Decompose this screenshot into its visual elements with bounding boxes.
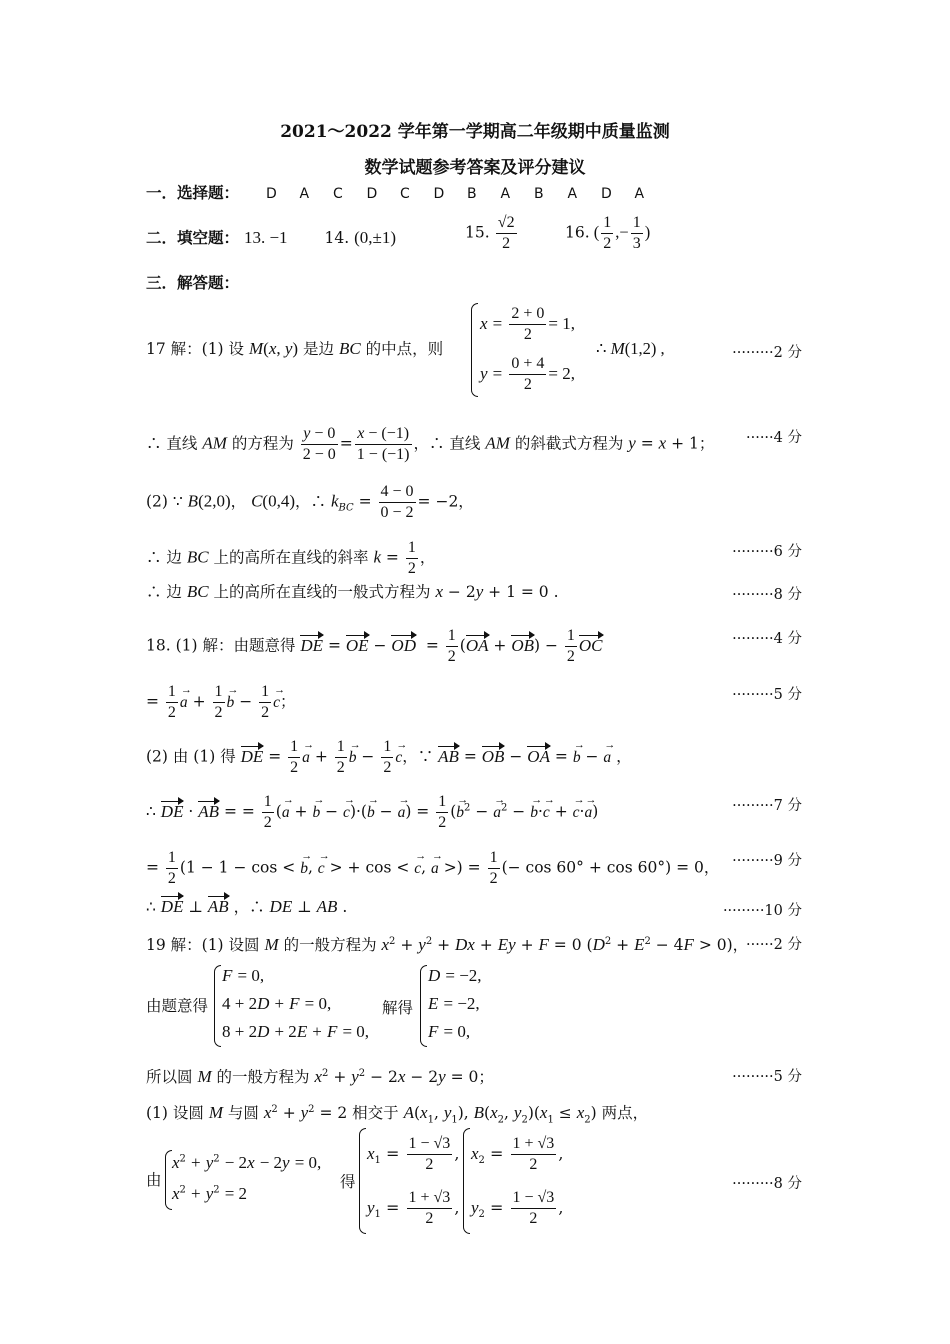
q19-solve-label: 解得 — [382, 999, 414, 1017]
score-17a: ·········2 分 — [732, 345, 802, 361]
score-18b: ·········5 分 — [732, 687, 802, 703]
q18-line3: (2) 由 (1) 得 DE = $\frac{1}{2}$ a → + $\frac{1}{2}$ b → − $\frac{1}{2}$ c →，∵ AB = OB − OA = b → − a → ， — [146, 737, 632, 778]
brace — [463, 1128, 470, 1234]
q19-line3: (1) 设圆 M 与圆 $x^2 + y^2 = 2$ 相交于 $A(x_1$, $y_1$), $B(x_2$, $y_2)(x_1 \le x_2)$ 两点， — [146, 1103, 649, 1126]
q19-y1: $y_1$ = $\frac{1 + √3}{2}$ , — [367, 1189, 460, 1227]
choice-answer: A — [634, 186, 645, 202]
q19-sol3: F = 0, — [428, 1022, 471, 1041]
q14-number: 14. — [324, 229, 350, 247]
q18-line4: ∴ DE · AB = = $\frac{1}{2}$ (a → + b → − c →)·(b → − a →) = $\frac{1}{2}$ (b →$^2$ − a →$^2$ − b →·c → + c →·a →) — [146, 792, 598, 833]
q14-answer: (0,±1) — [354, 228, 396, 247]
q16-answer: 16. ( $\frac{1}{2}$ ,− $\frac{1}{3}$ ) — [565, 214, 651, 252]
q19-x1: $x_1$ = $\frac{1 - √3}{2}$ , — [367, 1135, 460, 1173]
q17-line2: ∴ 直线 AM 的方程为 $\frac{y - 0}{2 - 0}$ = $\frac{x - (-1)}{1 - (-1)}$ ，∴ 直线 AM 的斜截式方程为 y = x + 1； — [146, 425, 715, 463]
choice-answer: A — [500, 186, 511, 202]
choice-answers — [146, 183, 668, 204]
q19-sol1: D = −2, — [428, 966, 482, 985]
fill-answers — [146, 228, 396, 248]
brace — [214, 965, 221, 1047]
section2-label: 二．填空题： — [146, 228, 240, 247]
q18-line1: 18. (1) 解：由题意得 DE = OE − OD = $\frac{1}{2}$ (OA + OB) − $\frac{1}{2}$ OC — [146, 627, 603, 665]
q17-line1: 17 解：(1) 设 M(x, y) 是边 BC 的中点，则 — [146, 339, 444, 358]
q13-answer: 13. −1 — [243, 228, 288, 247]
score-19c: ·········8 分 — [732, 1176, 802, 1192]
section3-label: 三．解答题： — [146, 273, 240, 292]
q17-line3: (2) ∵ B(2,0)， C(0,4)，∴ $k_{BC}$ = $\frac{4 - 0}{0 - 2}$ = −2， — [146, 483, 474, 521]
choice-answer: D — [600, 186, 612, 202]
brace — [471, 303, 478, 397]
q18-line2: = $\frac{1}{2}$ a → + $\frac{1}{2}$ b → − $\frac{1}{2}$ c →； — [146, 682, 296, 723]
q19-line1: 19 解：(1) 设圆 M 的一般方程为 $x^2 + y^2 + Dx + Ey + F = 0$ $(D^2 + E^2 - 4F > 0)$， — [146, 935, 749, 955]
score-18a: ·········4 分 — [732, 631, 802, 647]
q17-line4: ∴ 边 BC 上的高所在直线的斜率 k = $\frac{1}{2}$ ， — [146, 539, 436, 577]
score-19b: ·········5 分 — [732, 1069, 802, 1085]
q19-line2: 所以圆 M 的一般方程为 $x^2 + y^2 - 2x - 2y = 0$； — [146, 1067, 494, 1087]
q17-system-line2: y = $\frac{0 + 4}{2}$ = 2, — [480, 355, 575, 393]
q19-y2: $y_2$ = $\frac{1 - √3}{2}$ , — [471, 1189, 564, 1227]
q15-number: 15. — [465, 223, 490, 242]
choice-answer: A — [299, 186, 310, 202]
q16-number: 16. — [565, 223, 590, 242]
q17-midpoint: ∴ M(1,2) , — [596, 339, 665, 358]
q19-system-eq2: $x^2 + y^2 = 2$ — [172, 1184, 248, 1203]
q19-eq1: F = 0, — [222, 966, 265, 985]
choice-answer: D — [366, 186, 378, 202]
q15-answer: 15. $\frac{√2}{2}$ — [465, 214, 515, 252]
choice-answer: D — [265, 186, 277, 202]
q19-system-eq1: $x^2 + y^2 - 2x - 2y = 0$, — [172, 1153, 322, 1172]
score-17b: ······4 分 — [746, 430, 802, 446]
section1-label: 一．选择题： — [146, 183, 240, 202]
score-19a: ······2 分 — [746, 937, 802, 953]
q19-from-label: 由 — [146, 1171, 162, 1189]
score-17d: ·········8 分 — [732, 587, 802, 603]
brace — [420, 965, 427, 1047]
choice-answer: B — [533, 186, 544, 202]
q19-x2: $x_2$ = $\frac{1 + √3}{2}$ , — [471, 1135, 564, 1173]
q19-eq3: 8 + 2D + 2E + F = 0, — [222, 1022, 370, 1041]
q19-sol2: E = −2, — [428, 994, 480, 1013]
choice-answer: D — [433, 186, 445, 202]
choice-list — [266, 184, 668, 202]
q19-given-label: 由题意得 — [146, 997, 209, 1015]
score-17c: ·········6 分 — [732, 544, 802, 560]
choice-answer: C — [399, 186, 410, 202]
q17-line5: ∴ 边 BC 上的高所在直线的一般式方程为 x − 2y + 1 = 0 . — [146, 582, 559, 601]
page-subtitle: 数学试题参考答案及评分建议 — [364, 158, 586, 178]
brace — [359, 1128, 366, 1234]
q19-eq2: 4 + 2D + F = 0, — [222, 994, 332, 1013]
score-18c: ·········7 分 — [732, 798, 802, 814]
q19-get-label: 得 — [340, 1173, 356, 1191]
choice-answer: C — [332, 186, 343, 202]
brace — [165, 1150, 172, 1210]
page-title: 2021～2022 学年第一学期高二年级期中质量监测 — [280, 122, 670, 142]
choice-answer: A — [567, 186, 578, 202]
choice-answer: B — [466, 186, 477, 202]
score-18e: ·········10 分 — [722, 903, 802, 919]
q18-line6: ∴ DE ⊥ AB ，∴ DE ⊥ AB . — [146, 897, 348, 916]
q18-line5: = $\frac{1}{2}$ (1 − 1 − cos < b →, c → > + cos < c →, a → >) = $\frac{1}{2}$ (− cos 60° + cos 60°) = 0， — [146, 848, 719, 889]
score-18d: ·········9 分 — [732, 853, 802, 869]
q17-system-line1: x = $\frac{2 + 0}{2}$ = 1, — [480, 305, 575, 343]
